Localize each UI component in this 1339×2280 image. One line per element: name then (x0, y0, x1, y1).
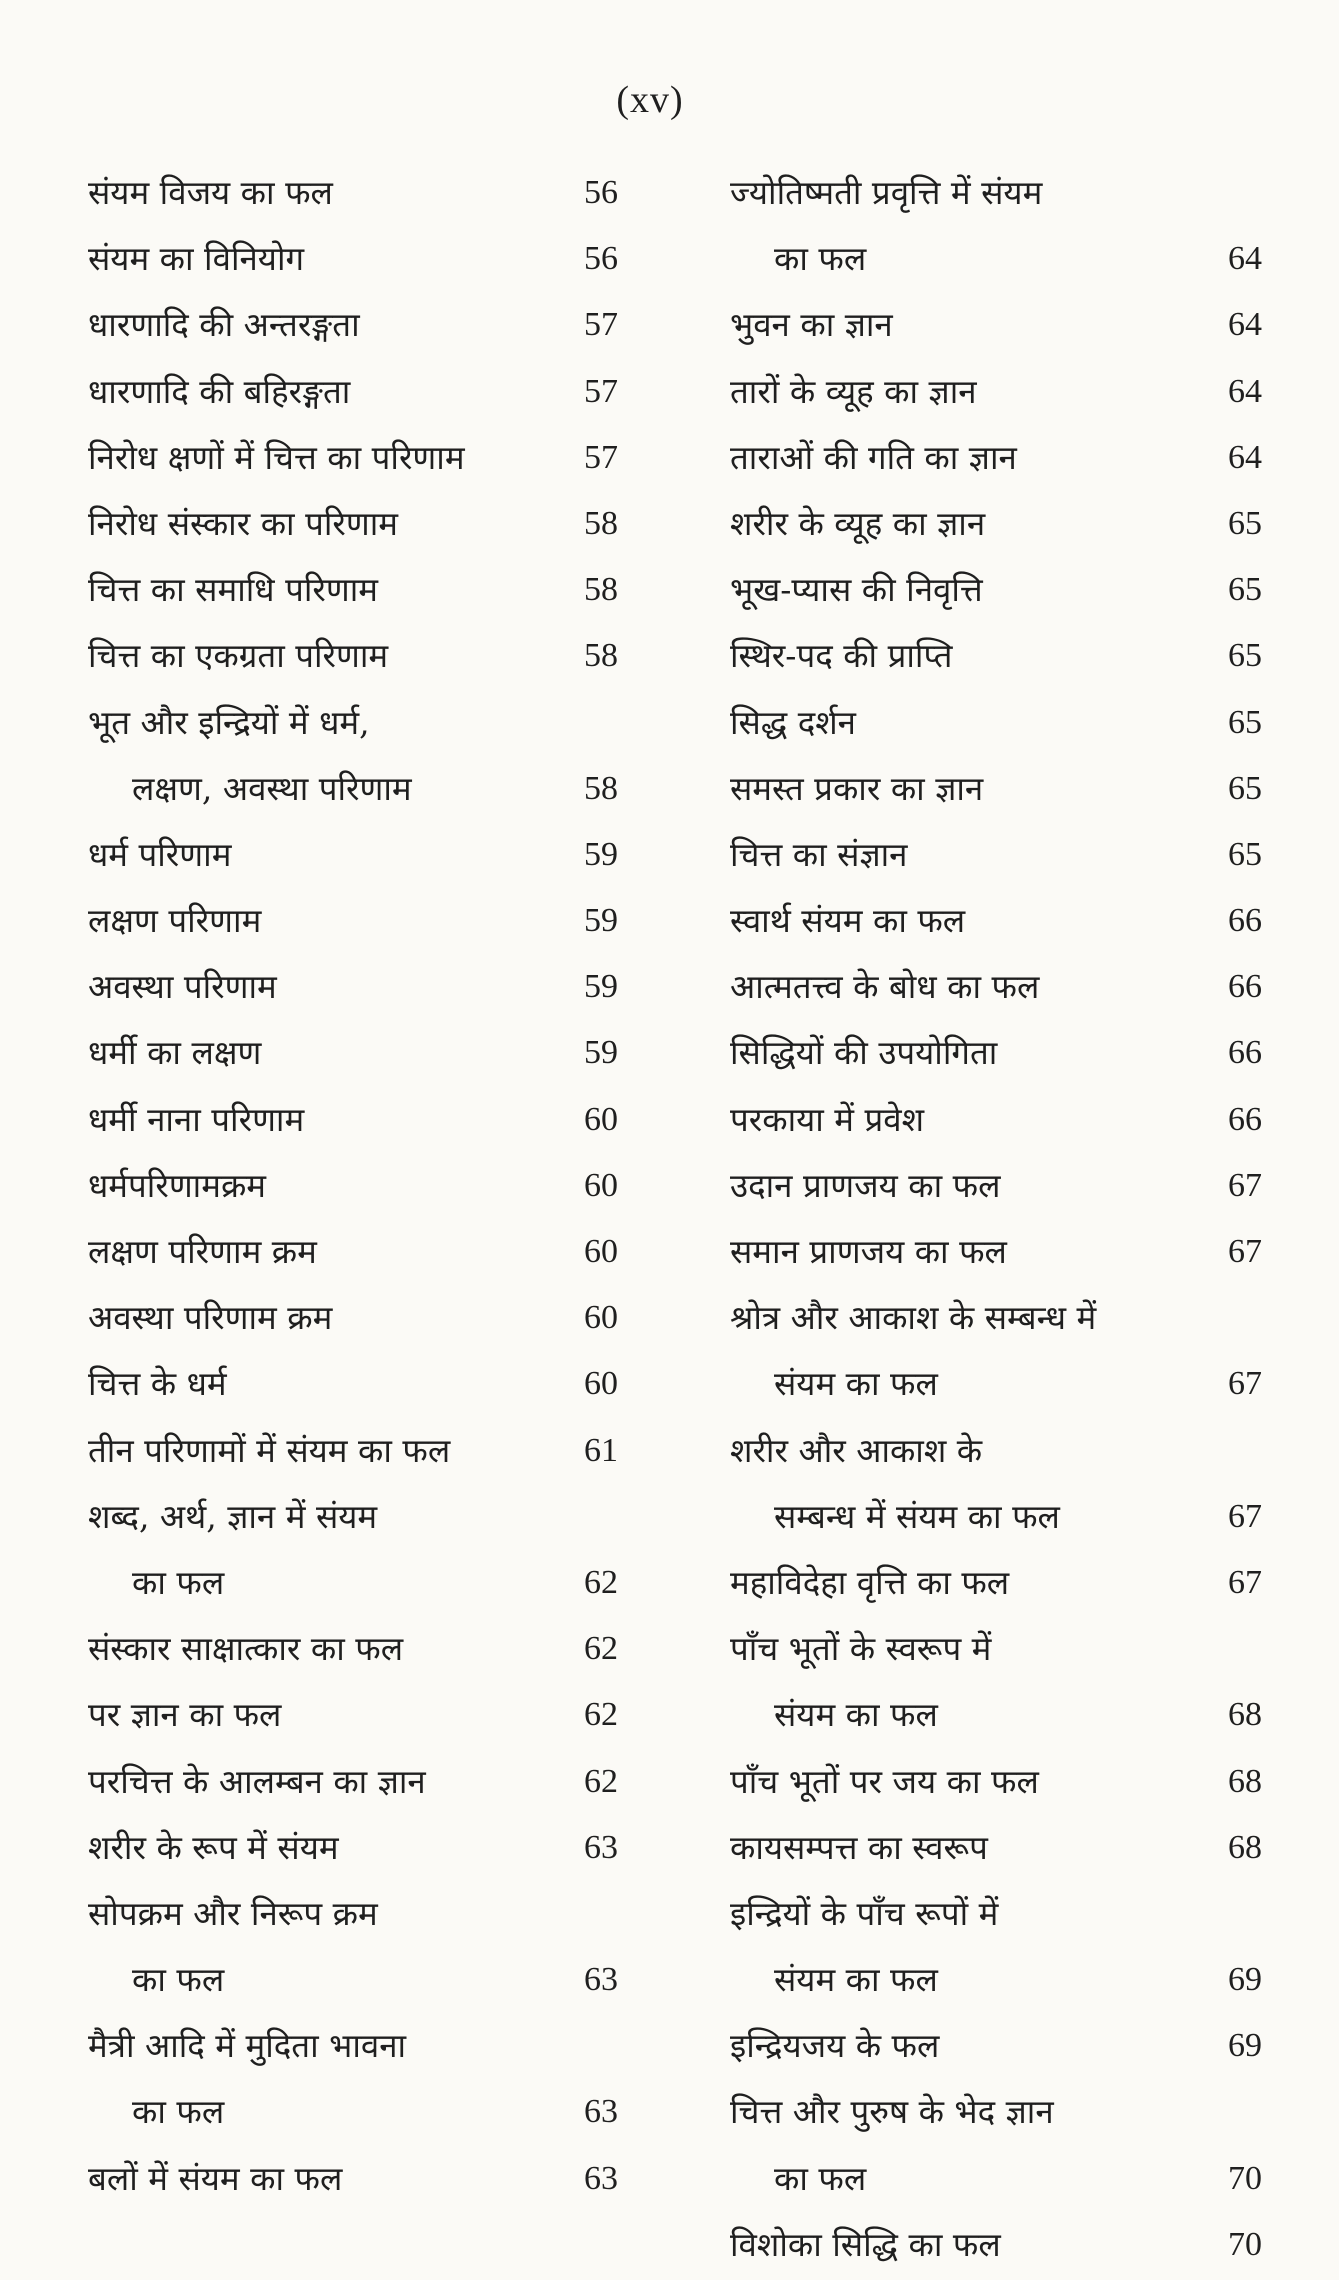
toc-entry (88, 1153, 618, 1219)
toc-entry-title: इन्द्रियजय के फल (730, 2026, 940, 2066)
toc-entry-page: 63 (584, 2159, 618, 2197)
toc-entry (88, 491, 618, 557)
toc-entry-page: 70 (1228, 2225, 1262, 2263)
toc-entry-page: 69 (1228, 2027, 1262, 2065)
page-number: (xv) (616, 79, 684, 121)
toc-entry-title: शरीर और आकाश के (730, 1430, 983, 1470)
toc-entry-title: धर्मी नाना परिणाम (88, 1099, 305, 1139)
toc-entry (88, 160, 618, 226)
toc-entry-page: 60 (584, 1166, 618, 1204)
toc-entry-title: सिद्धियों की उपयोगिता (730, 1033, 998, 1073)
toc-entry-page: 67 (1228, 1497, 1262, 1535)
toc-entry (730, 2013, 1262, 2079)
toc-entry (730, 2079, 1262, 2145)
toc-entry (730, 1947, 1262, 2013)
toc-entry-title: का फल (132, 1562, 225, 1602)
toc-entry (730, 1550, 1262, 1616)
toc-entry-page: 62 (584, 1563, 618, 1601)
toc-entry-title: शरीर के रूप में संयम (88, 1827, 339, 1867)
toc-entry-page: 57 (584, 372, 618, 410)
toc-entry-title: अवस्था परिणाम (88, 967, 277, 1007)
toc-entry-title: चित्त का समाधि परिणाम (88, 570, 379, 610)
toc-entry-title: लक्षण परिणाम (88, 901, 262, 941)
toc-entry (88, 2013, 618, 2079)
toc-entry-title: निरोध संस्कार का परिणाम (88, 503, 399, 543)
toc-entry-page: 58 (584, 769, 618, 807)
toc-entry-page: 64 (1228, 372, 1262, 410)
toc-entry-title: संस्कार साक्षात्कार का फल (88, 1629, 404, 1669)
toc-entry-title: आत्मतत्त्व के बोध का फल (730, 967, 1040, 1007)
toc-entry (730, 1020, 1262, 1086)
toc-entry (730, 359, 1262, 425)
toc-entry (730, 292, 1262, 358)
toc-entry-title: का फल (132, 2092, 225, 2132)
toc-entry-title: चित्त का एकग्रता परिणाम (88, 636, 389, 676)
toc-entry-title: तारों के व्यूह का ज्ञान (730, 371, 977, 411)
toc-entry (730, 1881, 1262, 1947)
toc-entry (730, 1087, 1262, 1153)
toc-entry-page: 62 (584, 1630, 618, 1668)
toc-entry-page: 65 (1228, 504, 1262, 542)
toc-entry-page: 64 (1228, 240, 1262, 278)
toc-entry-page: 58 (584, 637, 618, 675)
toc-entry-page: 68 (1228, 1828, 1262, 1866)
toc-entry-title: चित्त और पुरुष के भेद ज्ञान (730, 2092, 1054, 2132)
toc-entry (88, 292, 618, 358)
toc-entry-page: 59 (584, 902, 618, 940)
toc-entry-title: संयम का फल (774, 1364, 938, 1404)
toc-entry (730, 1351, 1262, 1417)
toc-entry-title: उदान प्राणजय का फल (730, 1165, 1001, 1205)
toc-entry-title: परकाया में प्रवेश (730, 1099, 925, 1139)
toc-entry-title: पर ज्ञान का फल (88, 1695, 282, 1735)
toc-entry-title: इन्द्रियों के पाँच रूपों में (730, 1893, 999, 1933)
toc-entry-page: 66 (1228, 1034, 1262, 1072)
toc-entry (88, 1682, 618, 1748)
toc-entry (730, 888, 1262, 954)
toc-entry-page: 56 (584, 240, 618, 278)
toc-entry (88, 756, 618, 822)
toc-entry (730, 1418, 1262, 1484)
toc-entry-page: 68 (1228, 1762, 1262, 1800)
toc-entry (88, 226, 618, 292)
toc-entry (88, 1550, 618, 1616)
toc-entry-page: 64 (1228, 438, 1262, 476)
toc-entry-page: 65 (1228, 571, 1262, 609)
toc-entry (88, 1484, 618, 1550)
toc-entry-page: 65 (1228, 835, 1262, 873)
toc-entry (730, 1285, 1262, 1351)
toc-entry-page: 64 (1228, 306, 1262, 344)
toc-entry-title: कायसम्पत्त का स्वरूप (730, 1827, 988, 1867)
toc-entry (88, 1351, 618, 1417)
toc-entry-page: 67 (1228, 1563, 1262, 1601)
toc-entry (730, 1153, 1262, 1219)
toc-entry-page: 63 (584, 1828, 618, 1866)
toc-entry-title: स्थिर-पद की प्राप्ति (730, 636, 953, 676)
toc-entry-title: धर्मपरिणामक्रम (88, 1165, 267, 1205)
toc-entry-title: पाँच भूतों पर जय का फल (730, 1761, 1039, 1801)
toc-entry (88, 557, 618, 623)
toc-entry-title: ज्योतिष्मती प्रवृत्ति में संयम (730, 173, 1043, 212)
toc-entry (730, 623, 1262, 689)
toc-entry-page: 60 (584, 1299, 618, 1337)
toc-entry (730, 1219, 1262, 1285)
toc-entry (88, 425, 618, 491)
toc-entry (730, 2146, 1262, 2212)
toc-entry (88, 1881, 618, 1947)
toc-entry-page: 62 (584, 1696, 618, 1734)
toc-entry-title: भूत और इन्द्रियों में धर्म, (88, 702, 370, 742)
toc-entry-title: लक्षण परिणाम क्रम (88, 1232, 317, 1271)
toc-entry (88, 359, 618, 425)
toc-entry-page: 67 (1228, 1233, 1262, 1270)
toc-entry-title: का फल (774, 239, 867, 279)
toc-entry-title: संयम विजय का फल (88, 173, 333, 212)
toc-entry-title: चित्त के धर्म (88, 1364, 227, 1404)
toc-entry-page: 70 (1228, 2159, 1262, 2197)
toc-entry-title: महाविदेहा वृत्ति का फल (730, 1562, 1010, 1602)
toc-entry (730, 160, 1262, 226)
toc-entry-page: 61 (584, 1431, 618, 1469)
toc-entry-title: सिद्ध दर्शन (730, 702, 856, 742)
toc-entry-page: 68 (1228, 1696, 1262, 1734)
toc-entry (88, 1418, 618, 1484)
toc-entry-page: 66 (1228, 1100, 1262, 1138)
toc-entry-title: लक्षण, अवस्था परिणाम (132, 768, 412, 808)
toc-right-column (730, 160, 1262, 2278)
toc-entry-title: भुवन का ज्ञान (730, 305, 893, 345)
toc-entry-page: 58 (584, 571, 618, 609)
toc-entry (88, 1947, 618, 2013)
toc-entry-title: संयम का फल (774, 1960, 938, 2000)
toc-entry (88, 822, 618, 888)
toc-entry (730, 1749, 1262, 1815)
toc-entry-title: धर्म परिणाम (88, 834, 232, 874)
toc-entry (88, 1285, 618, 1351)
toc-entry-title: परचित्त के आलम्बन का ज्ञान (88, 1761, 426, 1801)
toc-entry-page: 59 (584, 968, 618, 1006)
toc-entry-title: भूख-प्यास की निवृत्ति (730, 570, 983, 610)
toc-entry-page: 65 (1228, 637, 1262, 675)
toc-entry-page: 58 (584, 504, 618, 542)
toc-entry-title: बलों में संयम का फल (88, 2158, 343, 2198)
toc-entry-title: मैत्री आदि में मुदिता भावना (88, 2026, 407, 2066)
toc-entry (730, 822, 1262, 888)
toc-entry-page: 60 (584, 1365, 618, 1403)
toc-entry-title: सोपक्रम और निरूप क्रम (88, 1893, 378, 1933)
toc-entry (88, 888, 618, 954)
toc-entry-page: 62 (584, 1762, 618, 1800)
toc-entry-title: समान प्राणजय का फल (730, 1232, 1007, 1271)
toc-entry (730, 226, 1262, 292)
toc-entry-title: विशोका सिद्धि का फल (730, 2224, 1001, 2264)
toc-entry (88, 690, 618, 756)
toc-entry (88, 1815, 618, 1881)
toc-entry (730, 756, 1262, 822)
toc-entry-page: 59 (584, 1034, 618, 1072)
toc-entry (730, 1616, 1262, 1682)
toc-entry (730, 2212, 1262, 2278)
toc-entry-title: संयम का फल (774, 1695, 938, 1735)
toc-entry-page: 67 (1228, 1365, 1262, 1403)
toc-entry-title: का फल (774, 2158, 867, 2198)
toc-entry (730, 954, 1262, 1020)
toc-entry-title: स्वार्थ संयम का फल (730, 901, 966, 941)
toc-entry (730, 557, 1262, 623)
toc-entry-title: समस्त प्रकार का ज्ञान (730, 768, 984, 808)
toc-entry-page: 66 (1228, 902, 1262, 940)
toc-entry (730, 425, 1262, 491)
toc-entry-page: 69 (1228, 1961, 1262, 1999)
toc-entry-page: 65 (1228, 703, 1262, 741)
toc-entry-title: ताराओं की गति का ज्ञान (730, 437, 1017, 477)
toc-entry-page: 59 (584, 835, 618, 873)
toc-entry-title: धारणादि की बहिरङ्गता (88, 371, 351, 411)
toc-entry-title: धर्मी का लक्षण (88, 1033, 262, 1073)
toc-entry-title: संयम का विनियोग (88, 239, 305, 279)
toc-entry-page: 57 (584, 306, 618, 344)
toc-entry (88, 1616, 618, 1682)
toc-entry-title: चित्त का संज्ञान (730, 834, 908, 874)
toc-entry-page: 57 (584, 438, 618, 476)
toc-entry-page: 67 (1228, 1166, 1262, 1204)
toc-entry-title: शरीर के व्यूह का ज्ञान (730, 503, 986, 543)
toc-entry-page: 63 (584, 2093, 618, 2131)
toc-entry-page: 65 (1228, 769, 1262, 807)
toc-entry-title: श्रोत्र और आकाश के सम्बन्ध में (730, 1298, 1097, 1338)
toc-entry (88, 1020, 618, 1086)
toc-entry (730, 690, 1262, 756)
toc-entry (88, 1749, 618, 1815)
toc-entry-page: 60 (584, 1100, 618, 1138)
toc-entry-title: सम्बन्ध में संयम का फल (774, 1496, 1060, 1536)
toc-entry-page: 63 (584, 1961, 618, 1999)
toc-entry-title: शब्द, अर्थ, ज्ञान में संयम (88, 1496, 378, 1536)
toc-left-column (88, 160, 618, 2212)
toc-entry-title: निरोध क्षणों में चित्त का परिणाम (88, 437, 465, 477)
toc-entry (88, 1219, 618, 1285)
toc-entry (730, 1682, 1262, 1748)
toc-entry (88, 2079, 618, 2145)
toc-entry (88, 623, 618, 689)
toc-entry-title: का फल (132, 1960, 225, 2000)
toc-entry-page: 66 (1228, 968, 1262, 1006)
toc-entry (730, 1484, 1262, 1550)
toc-entry (730, 491, 1262, 557)
toc-entry (88, 2146, 618, 2212)
toc-entry-title: अवस्था परिणाम क्रम (88, 1298, 333, 1338)
toc-entry-page: 60 (584, 1233, 618, 1270)
toc-entry-page: 56 (584, 174, 618, 211)
toc-entry-title: तीन परिणामों में संयम का फल (88, 1430, 451, 1470)
toc-entry-title: धारणादि की अन्तरङ्गता (88, 305, 360, 345)
toc-entry (88, 954, 618, 1020)
toc-entry-title: पाँच भूतों के स्वरूप में (730, 1629, 992, 1669)
toc-entry (88, 1087, 618, 1153)
toc-entry (730, 1815, 1262, 1881)
